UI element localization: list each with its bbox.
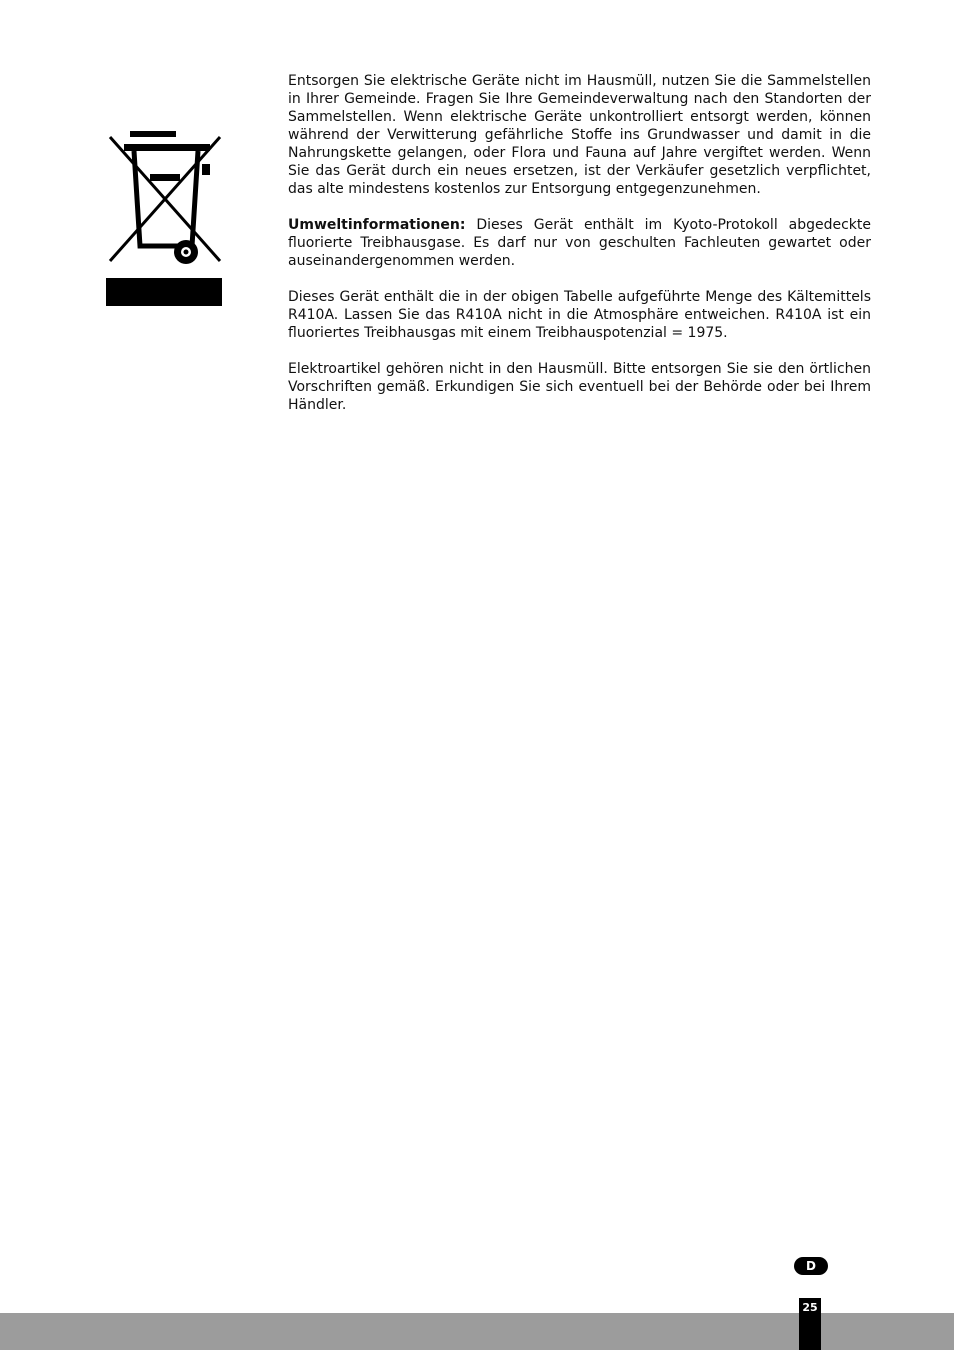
environment-info-paragraph xyxy=(288,216,871,270)
language-badge: D xyxy=(794,1257,828,1275)
paragraph-text: Dieses Gerät enthält die in der obigen Tabelle aufgeführte Menge des Kältemittels R410A. Lassen Sie das R410A nicht in die Atmosphäre entweichen. R410A ist ein fluoriertes Treibhausgas mit einem Treibhauspotenzial = 1975. xyxy=(288,289,871,341)
electronics-disposal-paragraph xyxy=(288,360,871,414)
disposal-text xyxy=(288,72,871,432)
disposal-paragraph xyxy=(288,72,871,198)
weee-bin-icon xyxy=(106,128,222,308)
refrigerant-paragraph xyxy=(288,288,871,342)
page-number: 25 xyxy=(802,1301,818,1314)
paragraph-text: Entsorgen Sie elektrische Geräte nicht im Hausmüll, nutzen Sie die Sammelstellen in Ihrer Gemeinde. Fragen Sie Ihre Gemeindeverwaltung nach den Standorten der Sammelstellen. Wenn elektrische Geräte unkontrolliert entsorgt werden, können während der Verwitterung gefährliche Stoffe ins Grundwasser und damit in die Nahrungskette gelangen, oder Flora und Fauna auf Jahre vergiftet werden. Wenn Sie das Gerät durch ein neues ersetzen, ist der Verkäufer gesetzlich verpflichtet, das alte mindestens kostenlos zur Entsorgung entgegenzunehmen. xyxy=(288,73,871,197)
page-number-tab xyxy=(799,1298,821,1350)
paragraph-text: Dieses Gerät enthält im Kyoto-Protokoll abgedeckte fluorierte Treibhausgase. Es darf nur von geschulten Fachleuten gewartet oder auseinandergenommen werden. xyxy=(288,217,871,269)
paragraph-text: Elektroartikel gehören nicht in den Hausmüll. Bitte entsorgen Sie sie den örtlichen Vorschriften gemäß. Erkundigen Sie sich eventuell bei der Behörde oder bei Ihrem Händler. xyxy=(288,361,871,413)
paragraph-bold-lead: Umweltinformationen: xyxy=(288,217,466,233)
